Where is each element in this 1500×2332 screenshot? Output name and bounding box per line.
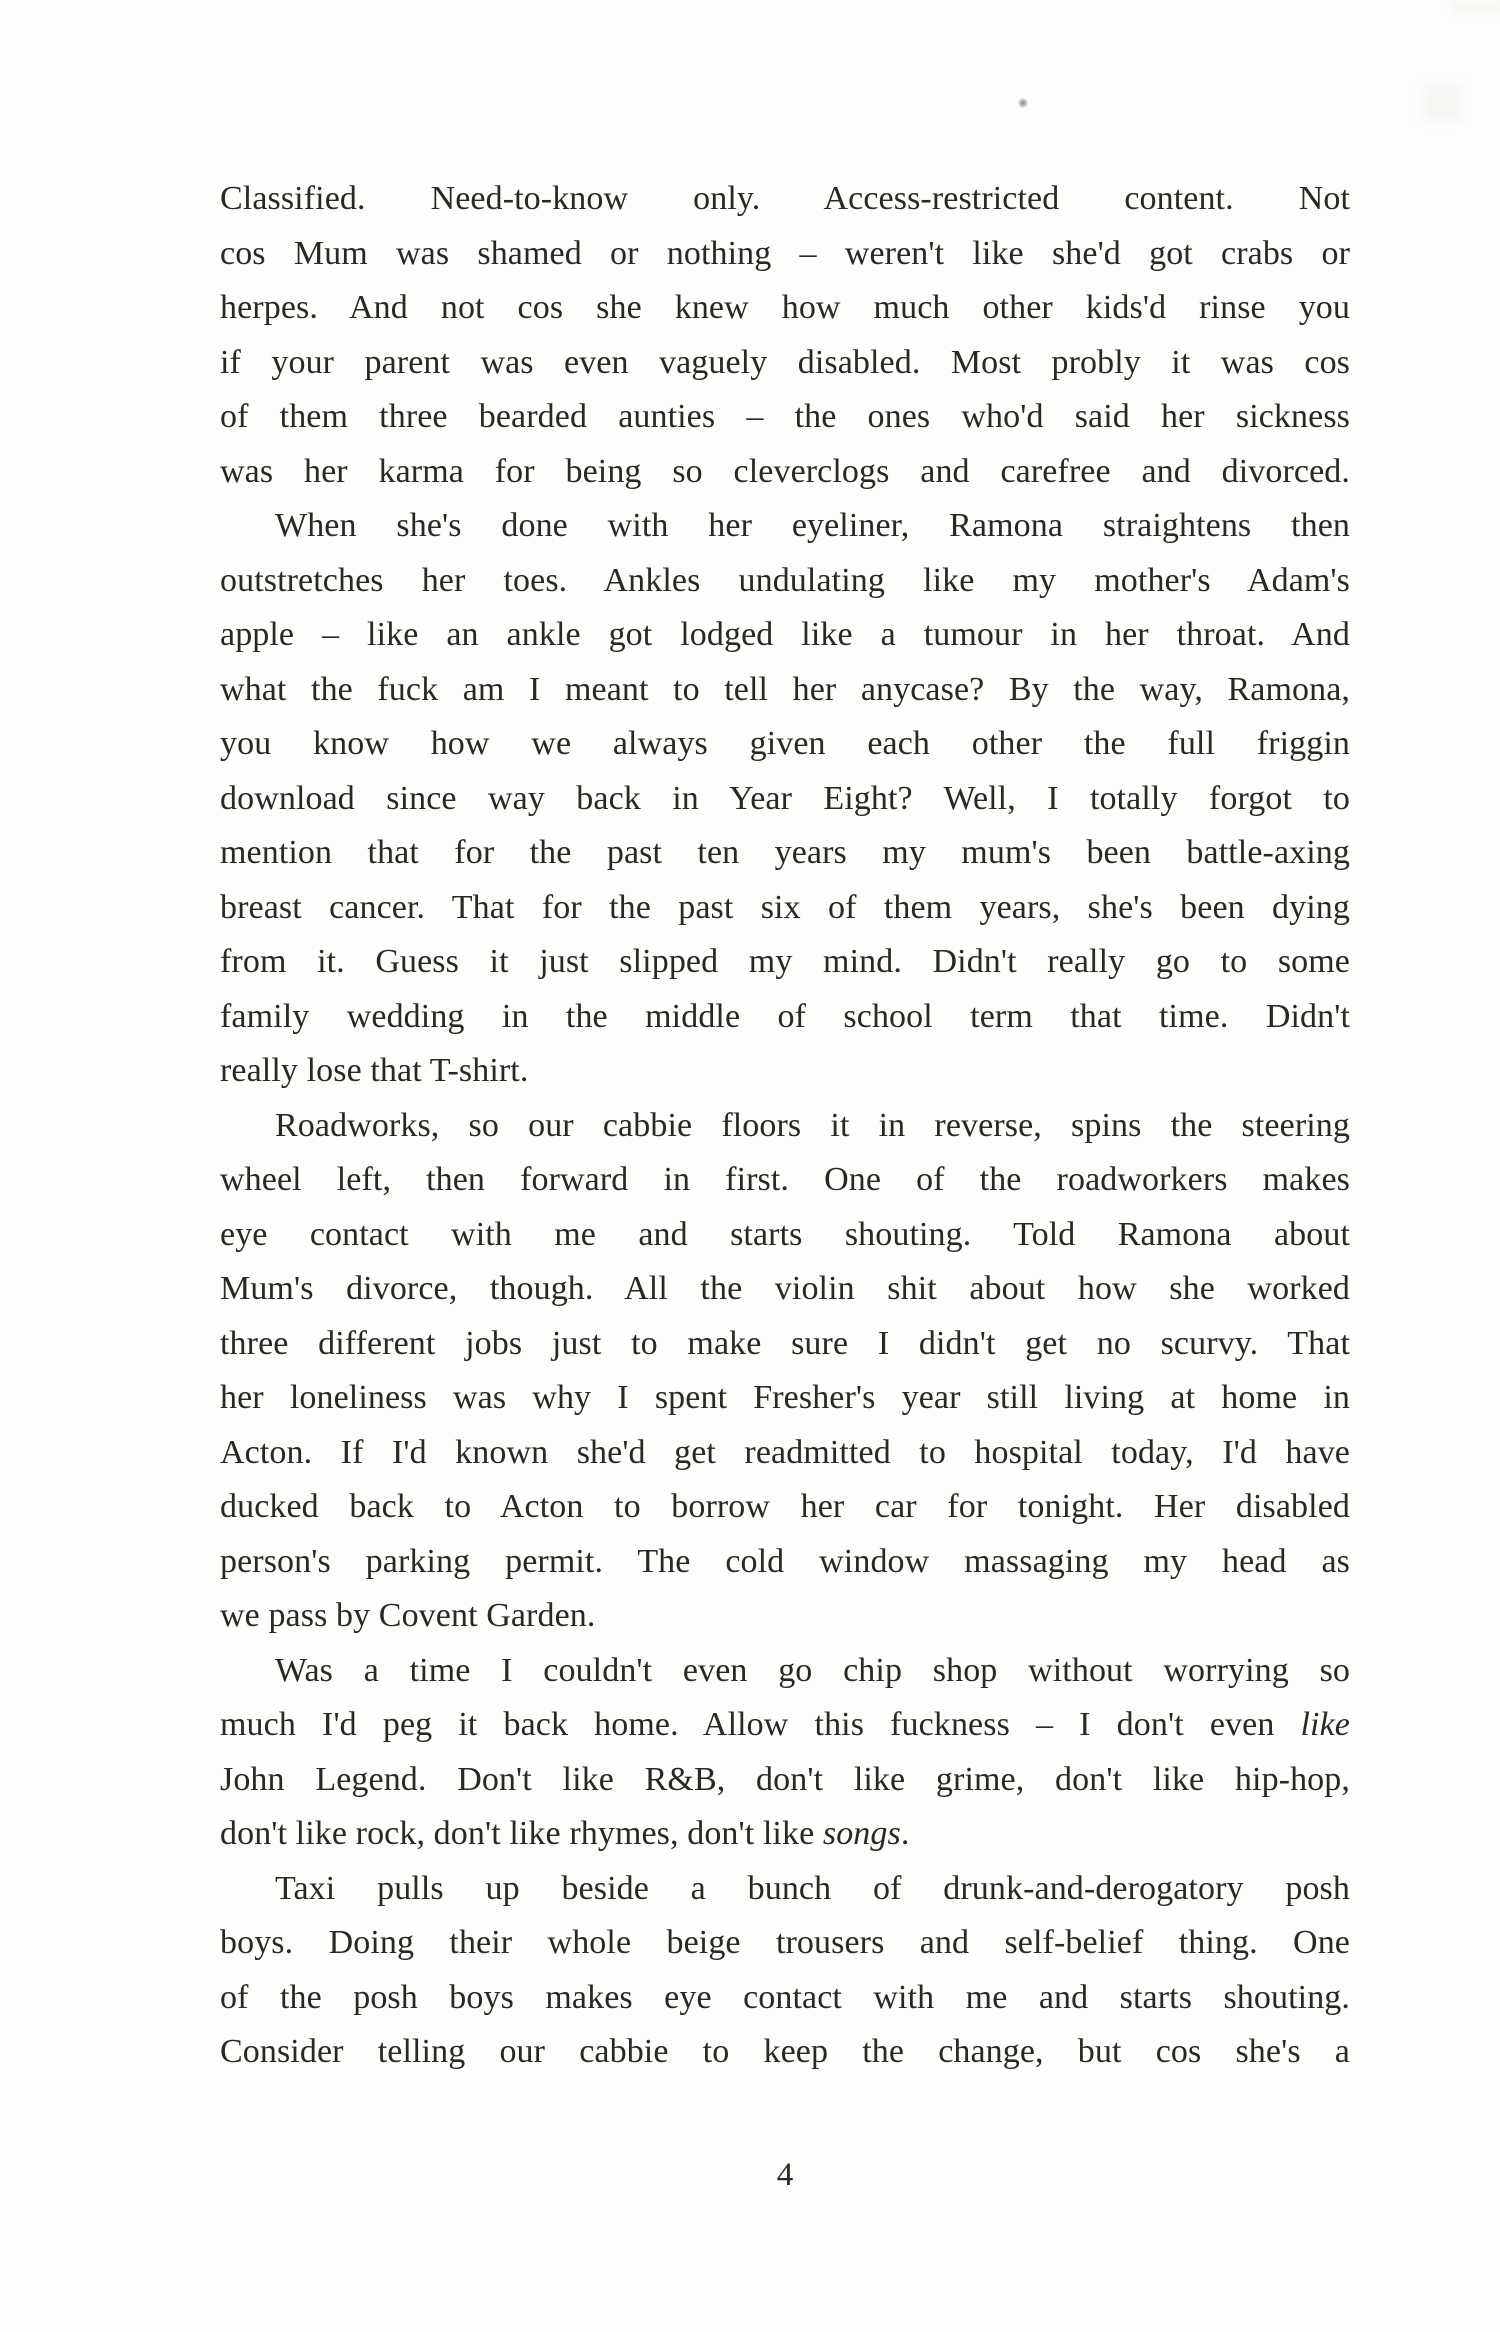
text-line: from it. Guess it just slipped my mind. Didn't really go to some — [220, 943, 1350, 980]
text-line: much I'd peg it back home. Allow this fuckness – I don't even like — [220, 1706, 1350, 1743]
text-line: three different jobs just to make sure I didn't get no scurvy. That — [220, 1324, 1350, 1362]
text-line: herpes. And not cos she knew how much other kids'd rinse you — [220, 289, 1350, 326]
page-number: 4 — [776, 2157, 794, 2193]
text-line: family wedding in the middle of school term that time. Didn't — [220, 997, 1350, 1035]
text-line: apple – like an ankle got lodged like a tumour in her throat. And — [220, 616, 1350, 653]
text-line: Consider telling our cabbie to keep the change, but cos she's a — [220, 2033, 1350, 2070]
text-line: Acton. If I'd known she'd get readmitted to hospital today, I'd have — [220, 1433, 1350, 1471]
text-line: of the posh boys makes eye contact with me and starts shouting. — [220, 1978, 1350, 2016]
text-line: if your parent was even vaguely disabled. Most probly it was cos — [220, 343, 1350, 381]
text-line: breast cancer. That for the past six of them years, she's been dying — [220, 888, 1350, 926]
scan-smudge — [1454, 0, 1500, 14]
text-line: eye contact with me and starts shouting. Told Ramona about — [220, 1215, 1350, 1253]
text-line: mention that for the past ten years my mum's been battle-axing — [220, 834, 1350, 871]
scan-speck-artifact — [1018, 98, 1028, 108]
scan-smudge — [1424, 86, 1462, 120]
text-line: what the fuck am I meant to tell her anycase? By the way, Ramona, — [220, 670, 1350, 708]
text-line: Was a time I couldn't even go chip shop without worrying so — [275, 1651, 1350, 1689]
text-line: Roadworks, so our cabbie floors it in reverse, spins the steering — [275, 1106, 1350, 1144]
text-line: Taxi pulls up beside a bunch of drunk-and-derogatory posh — [275, 1869, 1350, 1907]
text-line: wheel left, then forward in first. One of the roadworkers makes — [220, 1161, 1350, 1198]
text-line: really lose that T-shirt. — [220, 1052, 529, 1089]
text-line: person's parking permit. The cold window massaging my head as — [220, 1542, 1350, 1580]
text-line: don't like rock, don't like rhymes, don't like songs. — [220, 1815, 910, 1852]
text-line: you know how we always given each other the full friggin — [220, 725, 1350, 762]
text-line: outstretches her toes. Ankles undulating like my mother's Adam's — [220, 561, 1350, 599]
text-line: Classified. Need-to-know only. Access-restricted content. Not — [220, 180, 1350, 217]
text-line: Mum's divorce, though. All the violin shit about how she worked — [220, 1270, 1350, 1307]
text-line: John Legend. Don't like R&B, don't like grime, don't like hip-hop, — [220, 1760, 1350, 1798]
text-block — [220, 172, 1350, 2080]
text-line: her loneliness was why I spent Fresher's year still living at home in — [220, 1379, 1350, 1416]
text-line: was her karma for being so cleverclogs and carefree and divorced. — [220, 452, 1350, 490]
text-line: we pass by Covent Garden. — [220, 1597, 596, 1634]
text-line: When she's done with her eyeliner, Ramona straightens then — [275, 507, 1350, 544]
text-line: boys. Doing their whole beige trousers and self-belief thing. One — [220, 1924, 1350, 1961]
text-line: download since way back in Year Eight? Well, I totally forgot to — [220, 779, 1350, 817]
text-line: of them three bearded aunties – the ones who'd said her sickness — [220, 398, 1350, 435]
text-line: cos Mum was shamed or nothing – weren't like she'd got crabs or — [220, 234, 1350, 272]
text-line: ducked back to Acton to borrow her car for tonight. Her disabled — [220, 1488, 1350, 1525]
